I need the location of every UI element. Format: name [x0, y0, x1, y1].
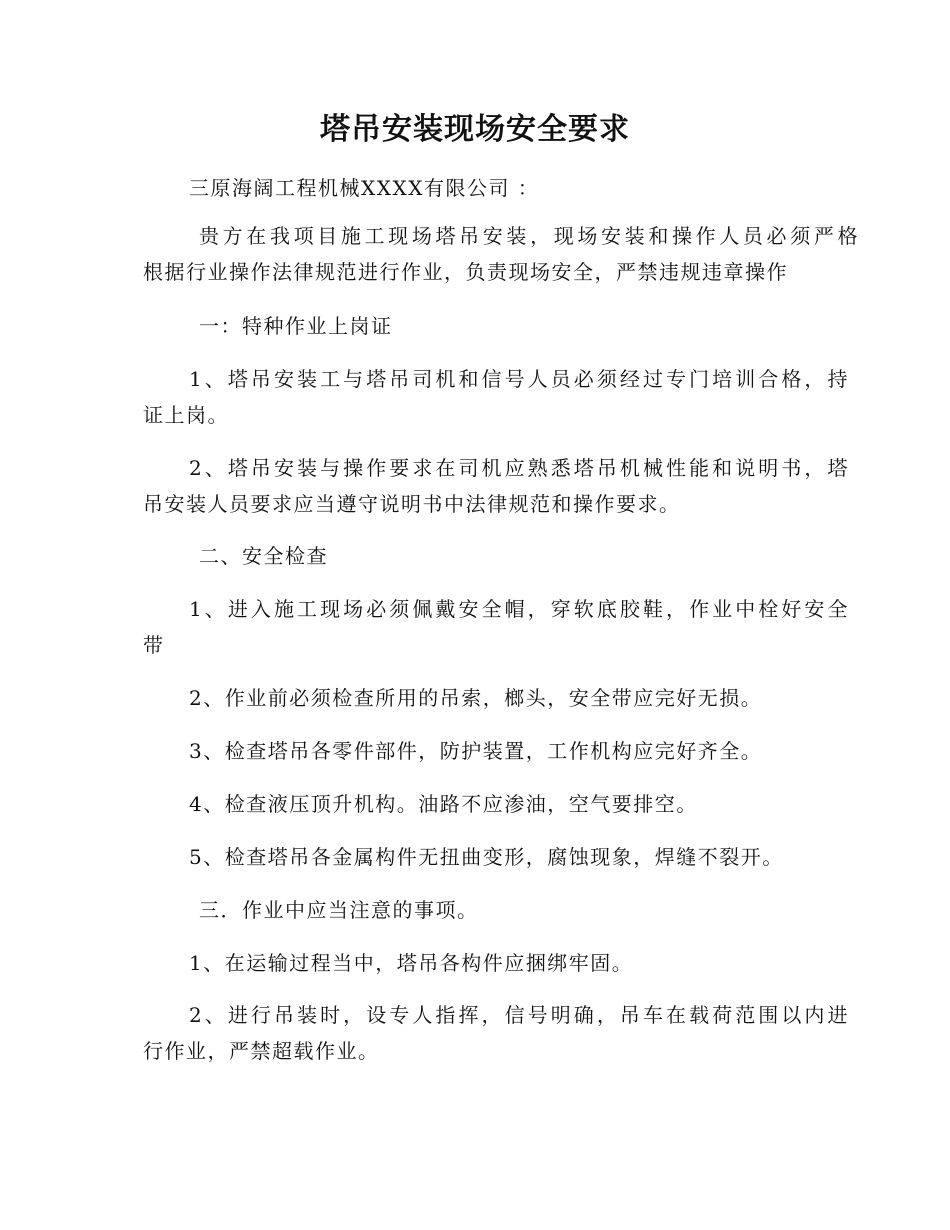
- section-3-item-2-line-1: 2、进行吊装时，设专人指挥，信号明确，吊车在载荷范围以内进: [189, 1003, 849, 1027]
- section-heading-1: 一：特种作业上岗证: [199, 314, 393, 338]
- section-2-item-3-line-1: 3、检查塔吊各零件部件，防护装置，工作机构应完好齐全。: [189, 739, 763, 763]
- recipient-line: 三原海阔工程机械XXXX有限公司 ：: [189, 176, 540, 200]
- section-3-item-2-line-2: 行作业，严禁超载作业。: [143, 1039, 380, 1063]
- section-2-item-1-line-1: 1、进入施工现场必须佩戴安全帽，穿软底胶鞋，作业中栓好安全: [189, 597, 849, 621]
- intro-line-2: 根据行业操作法律规范进行作业，负责现场安全，严禁违规违章操作: [143, 260, 788, 284]
- section-heading-2: 二、安全检查: [199, 544, 328, 568]
- section-heading-3: 三．作业中应当注意的事项。: [199, 898, 479, 922]
- section-2-item-4-line-1: 4、检查液压顶升机构。油路不应渗油，空气要排空。: [189, 792, 698, 816]
- section-3-item-1-line-1: 1、在运输过程当中，塔吊各构件应捆绑牢固。: [189, 951, 634, 975]
- section-1-item-1-line-2: 证上岗。: [143, 403, 229, 427]
- section-2-item-2-line-1: 2、作业前必须检查所用的吊索，榔头，安全带应完好无损。: [189, 686, 763, 710]
- section-1-item-1-line-1: 1、塔吊安装工与塔吊司机和信号人员必须经过专门培训合格，持: [189, 367, 849, 391]
- section-1-item-2-line-1: 2、塔吊安装与操作要求在司机应熟悉塔吊机械性能和说明书，塔: [189, 456, 849, 480]
- section-2-item-1-line-2: 带: [143, 633, 165, 657]
- intro-line-1: 贵方在我项目施工现场塔吊安装，现场安装和操作人员必须严格: [199, 224, 859, 248]
- section-2-item-5-line-1: 5、检查塔吊各金属构件无扭曲变形，腐蚀现象，焊缝不裂开。: [189, 845, 784, 869]
- document-title: 塔吊安装现场安全要求: [320, 112, 630, 147]
- section-1-item-2-line-2: 吊安装人员要求应当遵守说明书中法律规范和操作要求。: [143, 492, 681, 516]
